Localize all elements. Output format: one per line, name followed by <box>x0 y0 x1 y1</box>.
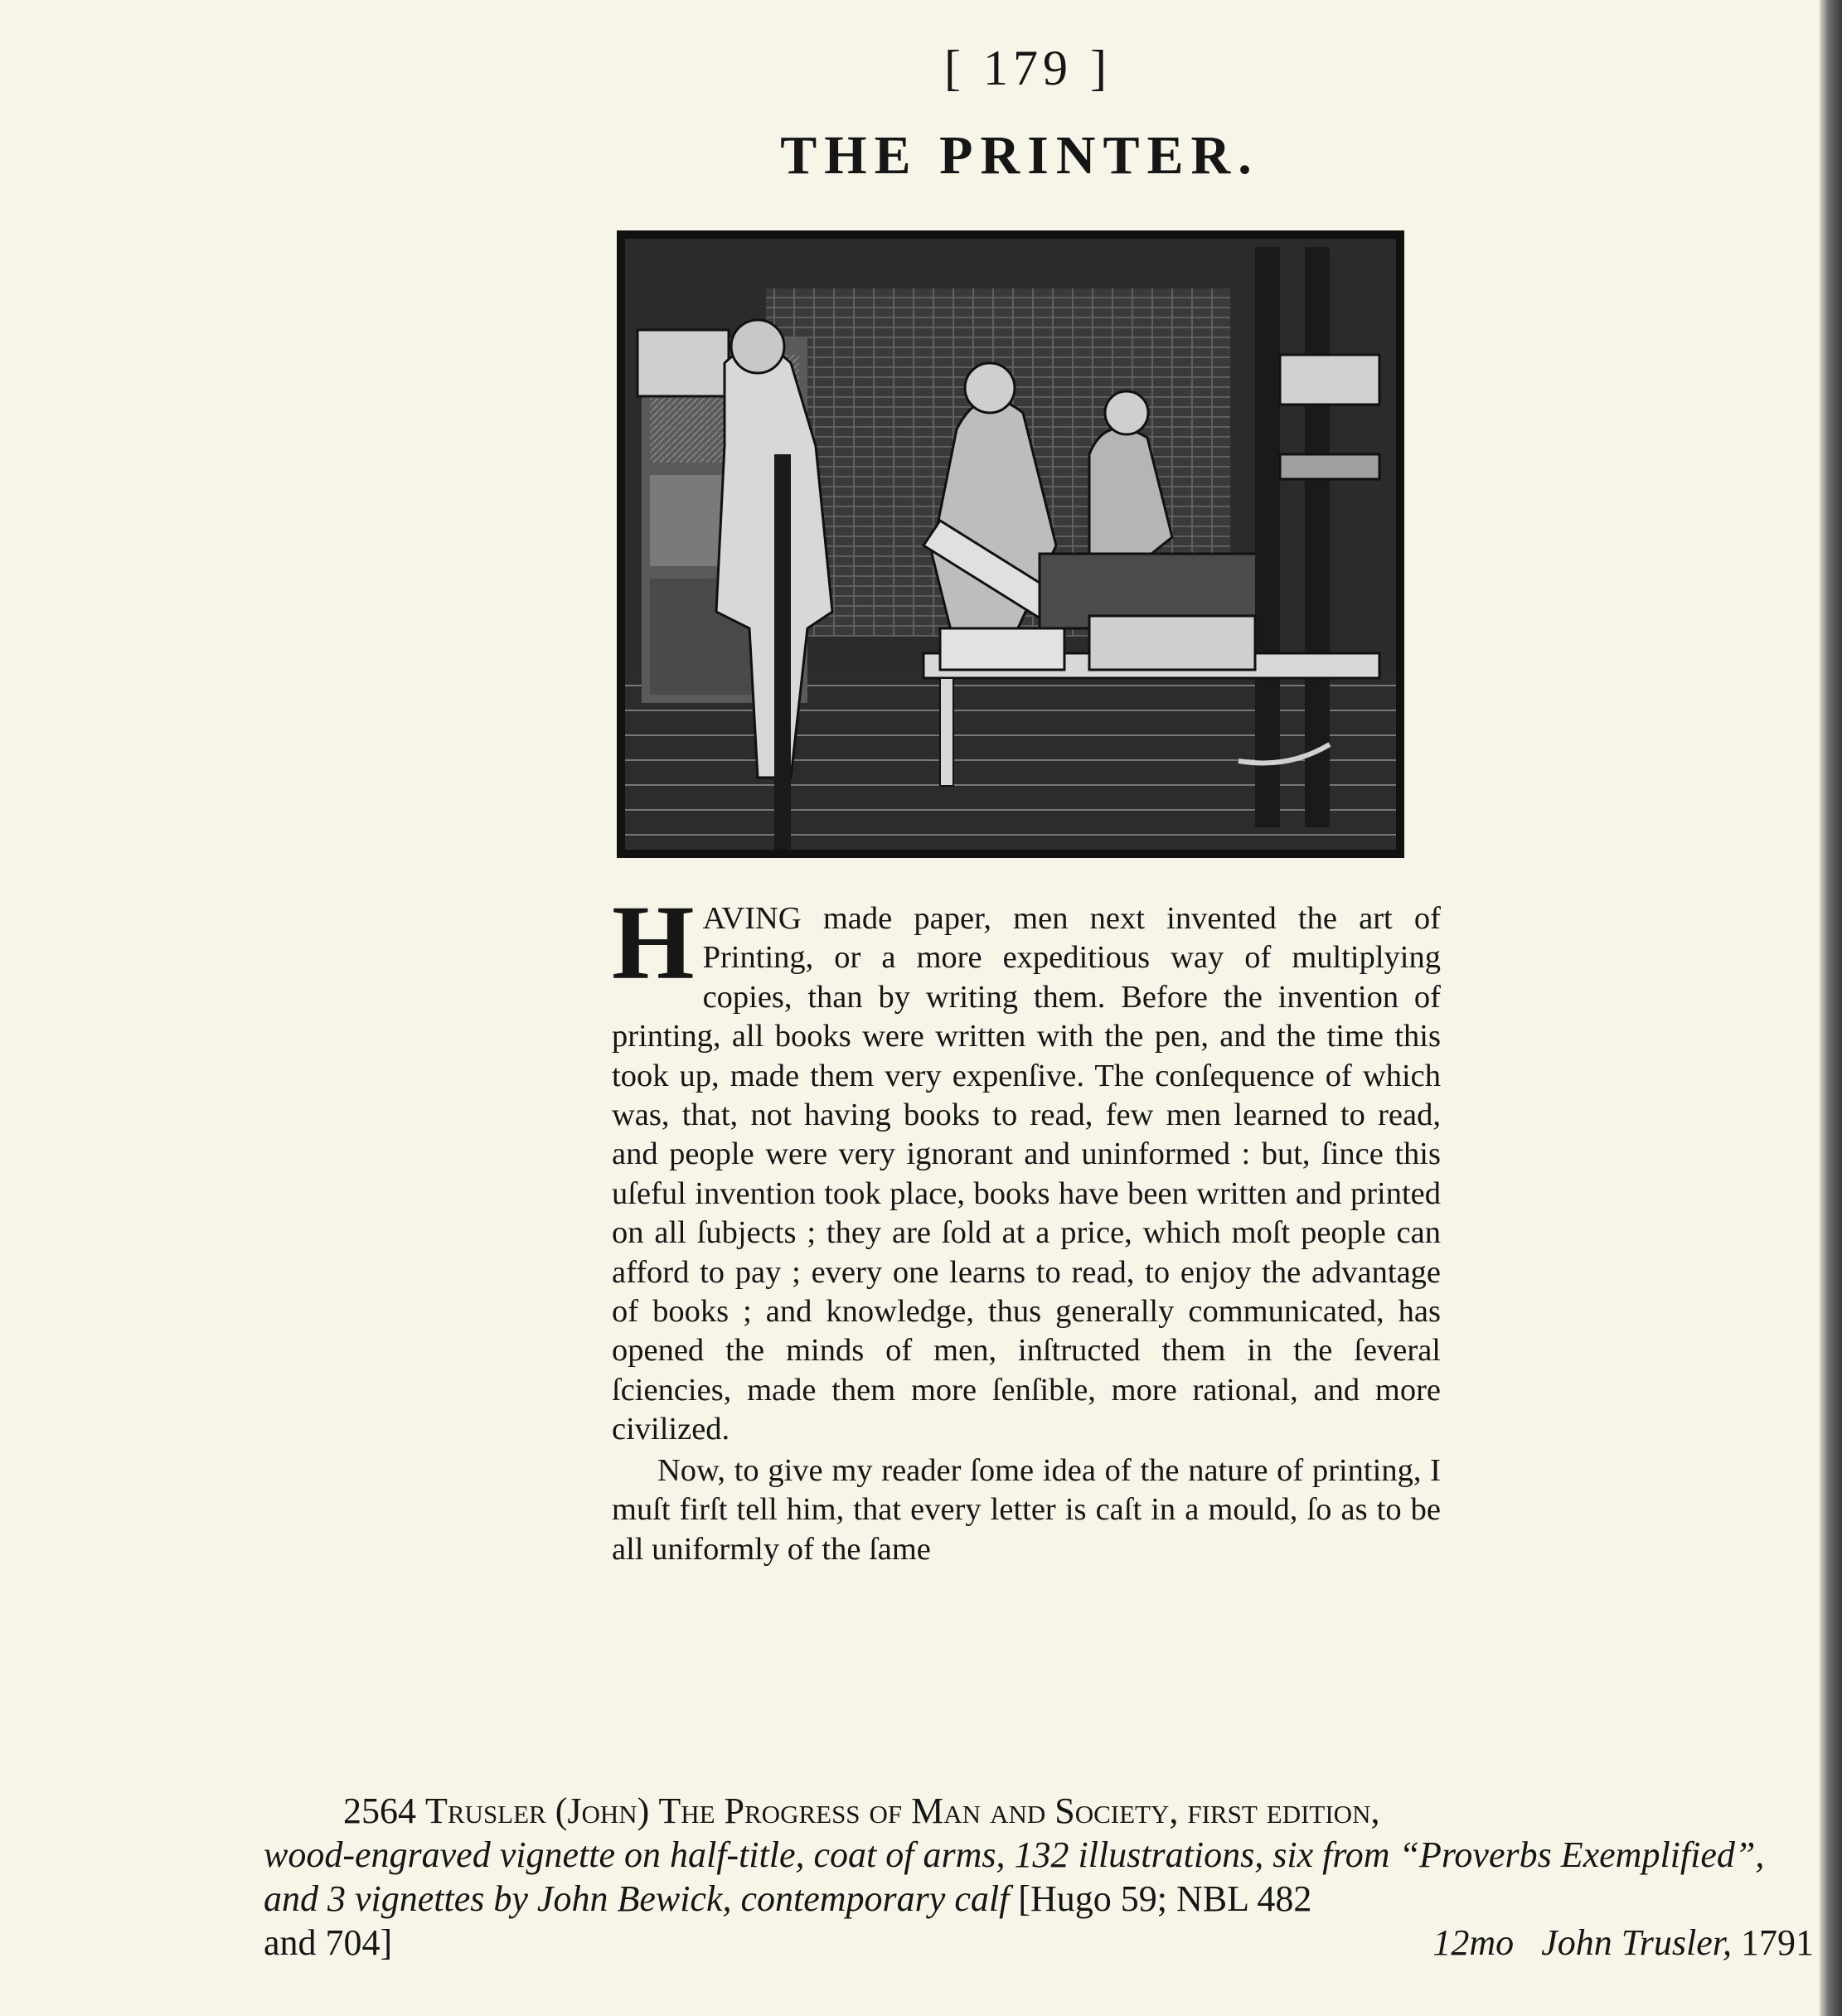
catalogue-entry <box>264 1789 1814 1965</box>
entry-year: 1791 <box>1741 1922 1814 1963</box>
entry-publisher: John Trusler, <box>1541 1922 1732 1963</box>
paragraph-1 <box>612 884 1441 1450</box>
page-number-header: [ 179 ] <box>944 41 1112 95</box>
entry-number: 2564 <box>343 1791 416 1831</box>
entry-imprint <box>1432 1921 1814 1965</box>
entry-reference-1: [Hugo 59; NBL 482 <box>1018 1878 1312 1919</box>
entry-description-block <box>264 1833 1814 1921</box>
entry-line-1 <box>264 1789 1814 1833</box>
woodcut-image <box>625 239 1396 850</box>
drop-cap: H <box>612 884 695 1001</box>
entry-edition: first edition, <box>1187 1791 1380 1831</box>
paragraph-1-text: AVING made paper, men next invented the art of Printing, or a more expeditious way of multiplying copies, than by writing them. Before the invention of printing, all books were written with the pen, and the time this took up, made them very expenſive. The conſequence of which was, that, not having books to read, few men learned to read, and people were very ignorant and uninformed : but, ſince this uſeful invention took place, books have been written and printed on all ſubjects ; they are ſold at a price, which moſt people can afford to pay ; every one learns to read, to enjoy the advantage of books ; and knowledge, thus generally communicated, has opened the minds of men, inſtructed them in the ſeveral ſciencies, made them more ſenſible, more rational, and more civilized. <box>612 901 1441 1447</box>
entry-author: Trusler (John) <box>425 1791 650 1831</box>
article-text <box>612 884 1441 1569</box>
entry-title: The Progress of Man and Society, <box>658 1791 1179 1831</box>
woodcut-printing-shop-illustration <box>617 230 1404 858</box>
entry-description: wood-engraved vignette on half-title, coat of arms, 132 illustrations, six from “Proverbs Exemplified”, and 3 vignettes by John Bewick, contemporary calf <box>264 1834 1765 1919</box>
entry-format: 12mo <box>1432 1922 1515 1963</box>
paragraph-2: Now, to give my reader ſome idea of the nature of printing, I muſt firſt tell him, that every letter is caſt in a mould, ſo as to be all uniformly of the ſame <box>612 1452 1441 1567</box>
chapter-title: THE PRINTER. <box>780 125 1259 186</box>
entry-line-last <box>264 1921 1814 1965</box>
entry-reference-2: and 704] <box>264 1922 393 1963</box>
page-edge-shadow <box>1820 0 1842 2016</box>
